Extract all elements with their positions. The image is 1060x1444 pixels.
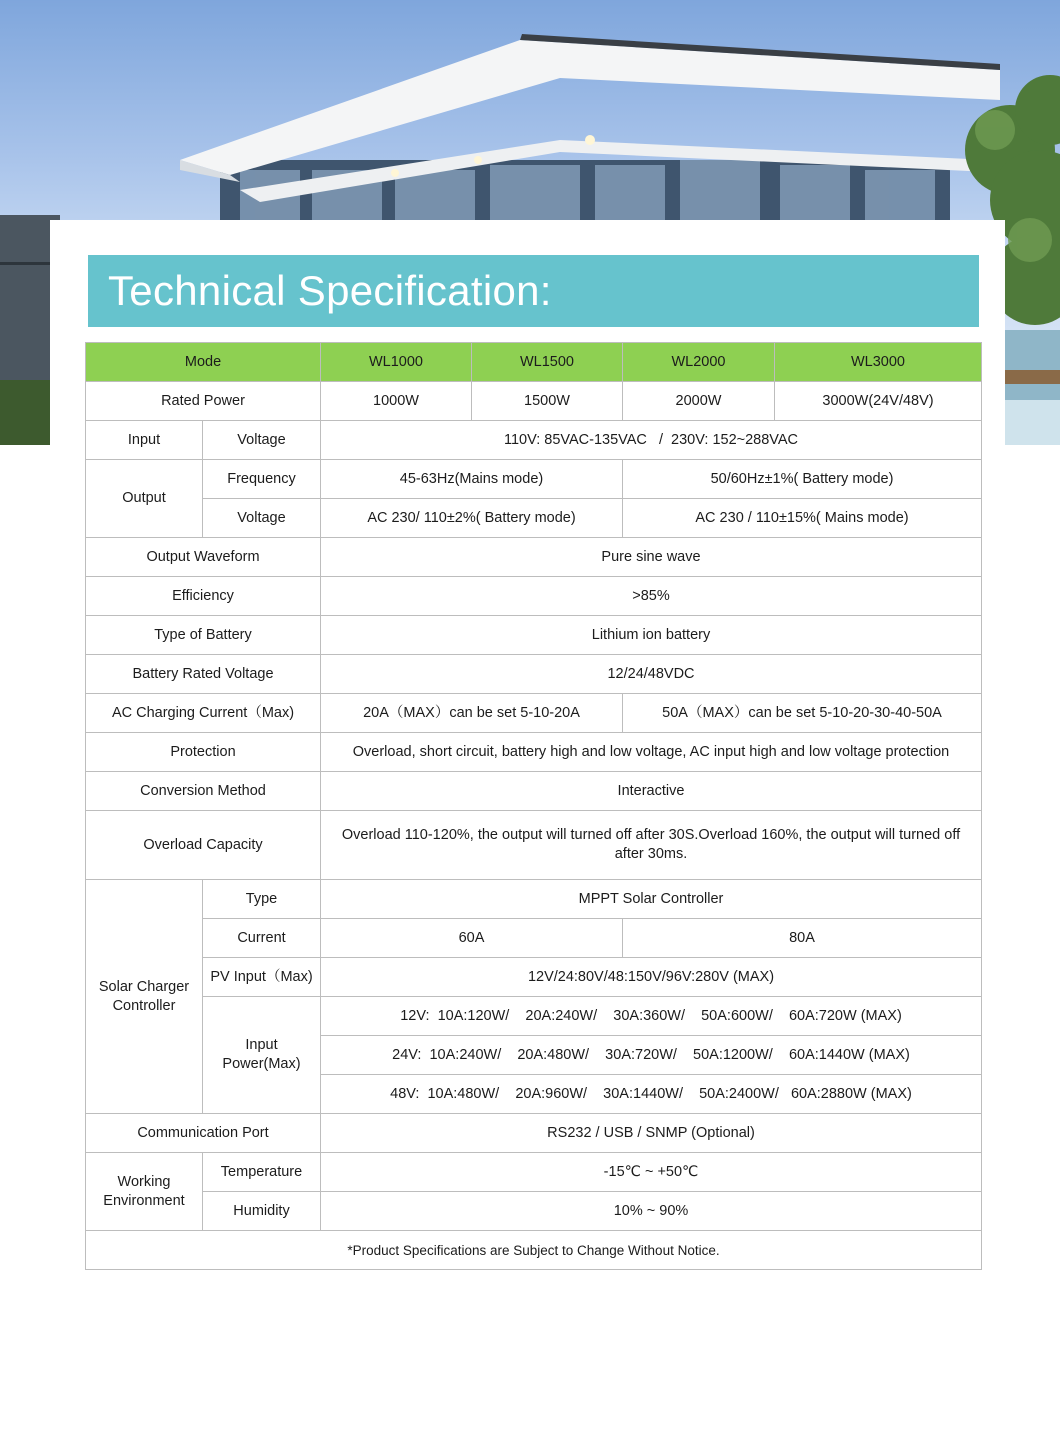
row-label: Battery Rated Voltage [86, 655, 321, 694]
table-row [86, 382, 982, 421]
cell-value: 1000W [321, 382, 472, 421]
row-label: Protection [86, 733, 321, 772]
table-row [86, 577, 982, 616]
table-row [86, 421, 982, 460]
group-label: Working Environment [86, 1153, 203, 1231]
cell-value: AC 230 / 110±15%( Mains mode) [623, 499, 982, 538]
cell-value: 60A [321, 919, 623, 958]
cell-value: 2000W [623, 382, 775, 421]
title-banner [88, 255, 979, 327]
row-label: Rated Power [86, 382, 321, 421]
cell-value: AC 230/ 110±2%( Battery mode) [321, 499, 623, 538]
table-row [86, 1192, 982, 1231]
row-label: Current [203, 919, 321, 958]
group-label: Solar Charger Controller [86, 880, 203, 1114]
cell-value: Pure sine wave [321, 538, 982, 577]
cell-value: 20A（MAX）can be set 5-10-20A [321, 694, 623, 733]
table-row [86, 499, 982, 538]
row-label: AC Charging Current（Max) [86, 694, 321, 733]
cell-value: -15℃ ~ +50℃ [321, 1153, 982, 1192]
cell-value: 48V: 10A:480W/ 20A:960W/ 30A:1440W/ 50A:2400W/ 60A:2880W (MAX) [321, 1075, 982, 1114]
row-label: Temperature [203, 1153, 321, 1192]
row-label: Overload Capacity [86, 811, 321, 880]
row-label: Efficiency [86, 577, 321, 616]
cell-value: 10% ~ 90% [321, 1192, 982, 1231]
footnote-row [86, 1231, 982, 1270]
row-label: PV Input（Max) [203, 958, 321, 997]
cell-value: 12/24/48VDC [321, 655, 982, 694]
row-label: Voltage [203, 499, 321, 538]
table-header-row [86, 343, 982, 382]
cell-value: Interactive [321, 772, 982, 811]
group-label: Input [86, 421, 203, 460]
cell-value: 12V/24:80V/48:150V/96V:280V (MAX) [321, 958, 982, 997]
cell-value: 3000W(24V/48V) [775, 382, 982, 421]
table-row [86, 694, 982, 733]
mode-header: Mode [86, 343, 321, 382]
row-label: Type of Battery [86, 616, 321, 655]
cell-value: 50/60Hz±1%( Battery mode) [623, 460, 982, 499]
cell-value: Overload, short circuit, battery high and low voltage, AC input high and low voltage protection [321, 733, 982, 772]
table-row [86, 616, 982, 655]
cell-value: Lithium ion battery [321, 616, 982, 655]
row-label: Conversion Method [86, 772, 321, 811]
row-label: Frequency [203, 460, 321, 499]
row-label: Input Power(Max) [203, 997, 321, 1114]
cell-value: 50A（MAX）can be set 5-10-20-30-40-50A [623, 694, 982, 733]
table-row [86, 460, 982, 499]
model-wl3000: WL3000 [775, 343, 982, 382]
cell-value: >85% [321, 577, 982, 616]
page-title: Technical Specification: [108, 267, 552, 314]
cell-value: Overload 110-120%, the output will turned off after 30S.Overload 160%, the output will turned off after 30ms. [321, 811, 982, 880]
table-row [86, 880, 982, 919]
row-label: Humidity [203, 1192, 321, 1231]
table-row [86, 772, 982, 811]
table-row [86, 919, 982, 958]
model-wl2000: WL2000 [623, 343, 775, 382]
cell-value: MPPT Solar Controller [321, 880, 982, 919]
table-row [86, 733, 982, 772]
row-label: Voltage [203, 421, 321, 460]
cell-value: 80A [623, 919, 982, 958]
cell-value: 110V: 85VAC-135VAC / 230V: 152~288VAC [321, 421, 982, 460]
cell-value: 45-63Hz(Mains mode) [321, 460, 623, 499]
cell-value: RS232 / USB / SNMP (Optional) [321, 1114, 982, 1153]
table-row [86, 1114, 982, 1153]
row-label: Communication Port [86, 1114, 321, 1153]
row-label: Output Waveform [86, 538, 321, 577]
cell-value: 12V: 10A:120W/ 20A:240W/ 30A:360W/ 50A:600W/ 60A:720W (MAX) [321, 997, 982, 1036]
footnote: *Product Specifications are Subject to Change Without Notice. [86, 1231, 982, 1270]
model-wl1000: WL1000 [321, 343, 472, 382]
model-wl1500: WL1500 [472, 343, 623, 382]
table-row [86, 655, 982, 694]
table-row [86, 997, 982, 1036]
table-row [86, 811, 982, 880]
cell-value: 24V: 10A:240W/ 20A:480W/ 30A:720W/ 50A:1200W/ 60A:1440W (MAX) [321, 1036, 982, 1075]
group-label: Output [86, 460, 203, 538]
row-label: Type [203, 880, 321, 919]
table-row [86, 1153, 982, 1192]
table-row [86, 958, 982, 997]
spec-table [85, 342, 982, 1270]
table-row [86, 538, 982, 577]
cell-value: 1500W [472, 382, 623, 421]
